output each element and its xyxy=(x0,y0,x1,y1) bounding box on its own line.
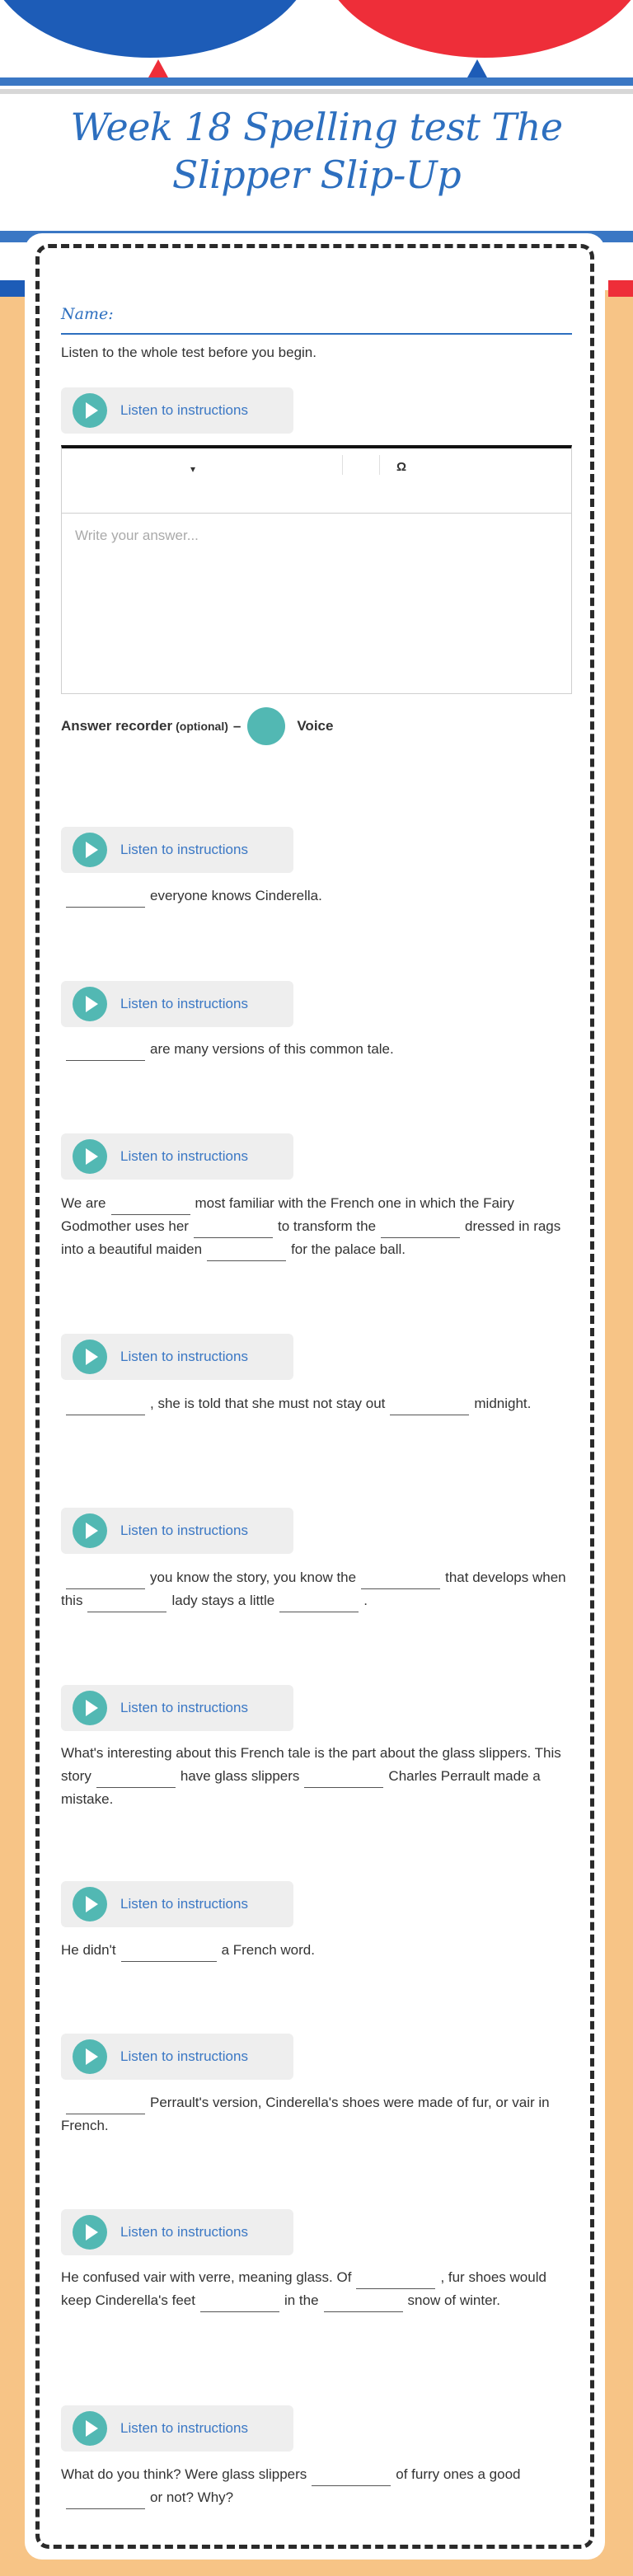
recorder-optional: (optional) xyxy=(176,720,228,733)
sentence-10 xyxy=(61,2463,572,2509)
listen-label: Listen to instructions xyxy=(120,2224,248,2240)
sentence-text: or not? Why? xyxy=(150,2489,234,2505)
play-icon xyxy=(73,833,107,867)
sentence-text: Perrault's version, Cinderella's shoes were made of fur, or vair in French. xyxy=(61,2095,550,2133)
sentence-5 xyxy=(61,1566,572,1612)
sentence-1 xyxy=(61,884,572,908)
sentence-text: He didn't xyxy=(61,1942,116,1958)
special-character-icon[interactable]: Ω xyxy=(396,460,407,474)
listen-label: Listen to instructions xyxy=(120,1148,248,1164)
listen-label: Listen to instructions xyxy=(120,1349,248,1364)
recorder-dash: – xyxy=(232,718,241,734)
sentence-text: of furry ones a good xyxy=(396,2466,521,2482)
listen-label: Listen to instructions xyxy=(120,1700,248,1715)
listen-button[interactable] xyxy=(61,387,293,434)
sentence-9 xyxy=(61,2266,572,2312)
sentence-text: have glass slippers xyxy=(180,1768,300,1784)
header-stripe xyxy=(0,89,633,94)
sentence-text: We are xyxy=(61,1195,106,1211)
sentence-text: you know the story, you know the xyxy=(150,1570,357,1585)
listen-label: Listen to instructions xyxy=(120,842,248,857)
listen-button[interactable] xyxy=(61,2034,293,2080)
answer-input-placeholder[interactable]: Write your answer... xyxy=(75,528,199,543)
blank-input[interactable] xyxy=(66,1398,145,1415)
listen-button[interactable] xyxy=(61,2405,293,2452)
blank-input[interactable] xyxy=(66,1572,145,1589)
play-icon xyxy=(73,1887,107,1921)
sentence-4 xyxy=(61,1392,572,1415)
sentence-text: most familiar with the French one in which the Fairy Godmother uses her xyxy=(61,1195,514,1234)
listen-label: Listen to instructions xyxy=(120,1896,248,1912)
sentence-6 xyxy=(61,1742,572,1811)
toolbar-divider xyxy=(379,455,380,475)
blank-input[interactable] xyxy=(279,1595,359,1612)
sentence-text: Charles Perrault made a mistake. xyxy=(61,1768,541,1807)
format-dropdown-icon[interactable]: ▾ xyxy=(190,463,196,475)
sentence-7 xyxy=(61,1939,572,1962)
listen-label: Listen to instructions xyxy=(120,2048,248,2064)
blank-input[interactable] xyxy=(66,890,145,908)
sentence-text: What do you think? Were glass slippers xyxy=(61,2466,307,2482)
name-field-label: Name: xyxy=(61,305,114,323)
sentence-text: in the xyxy=(284,2292,319,2308)
sentence-8 xyxy=(61,2091,572,2137)
blank-input[interactable] xyxy=(390,1398,469,1415)
editor-toolbar xyxy=(62,448,571,514)
blank-input[interactable] xyxy=(66,1044,145,1061)
answer-recorder xyxy=(61,707,333,745)
sentence-text: , fur shoes would keep Cinderella's feet xyxy=(61,2269,546,2308)
play-icon xyxy=(73,2215,107,2250)
sentence-text: midnight. xyxy=(474,1396,532,1411)
blank-input[interactable] xyxy=(312,2469,391,2486)
sentence-2 xyxy=(61,1038,572,1061)
blank-input[interactable] xyxy=(207,1244,286,1261)
answer-editor[interactable] xyxy=(61,445,572,694)
blank-input[interactable] xyxy=(381,1221,460,1238)
listen-button[interactable] xyxy=(61,2209,293,2255)
sentence-text: , she is told that she must not stay out xyxy=(150,1396,386,1411)
sentence-text: He confused vair with verre, meaning glass. Of xyxy=(61,2269,352,2285)
play-icon xyxy=(73,2411,107,2446)
play-icon xyxy=(73,1691,107,1725)
blank-input[interactable] xyxy=(324,2295,403,2312)
sentence-text: are many versions of this common tale. xyxy=(150,1041,394,1057)
blank-input[interactable] xyxy=(96,1771,176,1788)
listen-label: Listen to instructions xyxy=(120,1523,248,1538)
play-icon xyxy=(73,987,107,1021)
page-title: Week 18 Spelling test The Slipper Slip-Up xyxy=(70,105,563,197)
listen-button[interactable] xyxy=(61,827,293,873)
listen-button[interactable] xyxy=(61,1133,293,1180)
balloon-knot-decoration xyxy=(148,59,168,77)
blank-input[interactable] xyxy=(356,2272,435,2289)
sentence-text: everyone knows Cinderella. xyxy=(150,888,322,903)
listen-button[interactable] xyxy=(61,1685,293,1731)
sentence-text: for the palace ball. xyxy=(291,1241,406,1257)
sentence-text: snow of winter. xyxy=(407,2292,500,2308)
balloon-knot-decoration xyxy=(467,59,487,77)
corner-decoration xyxy=(0,280,25,297)
sentence-text: that develops when this xyxy=(61,1570,566,1608)
listen-label: Listen to instructions xyxy=(120,996,248,1011)
blank-input[interactable] xyxy=(121,1945,217,1962)
voice-label: Voice xyxy=(297,718,334,734)
listen-button[interactable] xyxy=(61,1508,293,1554)
header-stripe xyxy=(0,77,633,86)
sentence-3 xyxy=(61,1192,572,1261)
blank-input[interactable] xyxy=(111,1198,190,1215)
record-button[interactable] xyxy=(247,707,285,745)
recorder-label: Answer recorder xyxy=(61,718,173,734)
listen-button[interactable] xyxy=(61,1881,293,1927)
name-field[interactable] xyxy=(61,333,572,335)
sentence-text: What's interesting about this French tale is the part about the glass slippers. This story xyxy=(61,1745,561,1784)
listen-button[interactable] xyxy=(61,981,293,1027)
sentence-text: . xyxy=(363,1593,368,1608)
intro-text: Listen to the whole test before you begin. xyxy=(61,345,316,360)
blank-input[interactable] xyxy=(200,2295,279,2312)
sentence-text: to transform the xyxy=(277,1218,377,1234)
listen-label: Listen to instructions xyxy=(120,2420,248,2436)
listen-button[interactable] xyxy=(61,1334,293,1380)
corner-decoration xyxy=(608,280,633,297)
play-icon xyxy=(73,393,107,428)
sentence-text: dressed in rags into a beautiful maiden xyxy=(61,1218,561,1257)
listen-label: Listen to instructions xyxy=(120,402,248,418)
blank-input[interactable] xyxy=(361,1572,440,1589)
sentence-text: a French word. xyxy=(221,1942,315,1958)
play-icon xyxy=(73,2039,107,2074)
blank-input[interactable] xyxy=(87,1595,166,1612)
play-icon xyxy=(73,1340,107,1374)
toolbar-divider xyxy=(342,455,343,475)
blank-input[interactable] xyxy=(304,1771,383,1788)
blank-input[interactable] xyxy=(66,2097,145,2114)
blank-input[interactable] xyxy=(194,1221,273,1238)
sentence-text: lady stays a little xyxy=(171,1593,275,1608)
play-icon xyxy=(73,1513,107,1548)
blank-input[interactable] xyxy=(66,2492,145,2509)
play-icon xyxy=(73,1139,107,1174)
